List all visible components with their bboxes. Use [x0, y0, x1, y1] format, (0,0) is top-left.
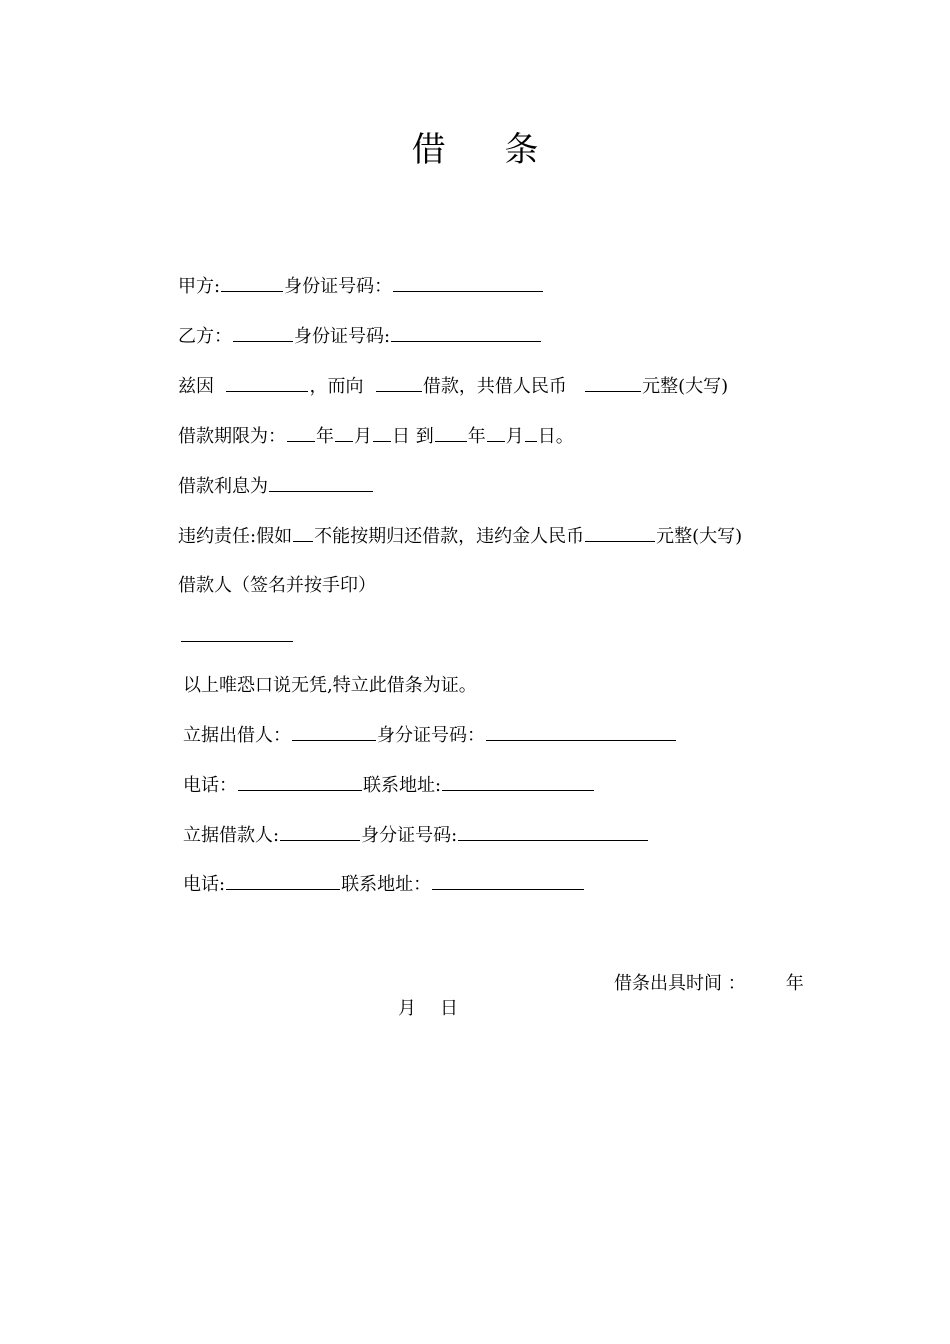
- issue-month-label: 月: [398, 998, 416, 1019]
- term-day2-label: 日。: [537, 426, 574, 447]
- party-b-label: 乙方：: [178, 326, 232, 347]
- issue-date-line: [398, 996, 458, 1022]
- term-year2-blank[interactable]: [435, 423, 467, 442]
- lender-blank[interactable]: [376, 373, 422, 392]
- penalty-blank[interactable]: [585, 523, 655, 542]
- debtor-label: 立据借款人:: [183, 825, 280, 846]
- issue-year-label: 年: [785, 973, 804, 994]
- party-b-line: [178, 323, 542, 350]
- lender-address-label: 联系地址:: [363, 775, 442, 796]
- term-month2-blank[interactable]: [487, 423, 505, 442]
- borrower-signature-blank[interactable]: [181, 641, 293, 642]
- lender-name-blank[interactable]: [292, 722, 376, 741]
- party-a-id-blank[interactable]: [393, 273, 543, 292]
- term-prefix: 借款期限为：: [178, 426, 286, 447]
- term-day1-label: 日 到: [392, 426, 434, 447]
- amount-blank[interactable]: [585, 373, 641, 392]
- interest-blank[interactable]: [269, 473, 373, 492]
- interest-line: [178, 473, 374, 500]
- term-month1-blank[interactable]: [335, 423, 353, 442]
- term-year2-label: 年: [467, 426, 486, 447]
- breach-party-blank[interactable]: [293, 523, 313, 542]
- reason-blank[interactable]: [226, 373, 308, 392]
- debtor-id-blank[interactable]: [458, 822, 648, 841]
- document-title: 借 条: [411, 130, 563, 170]
- lender-line: [183, 722, 677, 749]
- term-year1-label: 年: [316, 426, 334, 447]
- party-b-id-label: 身份证号码:: [294, 326, 391, 347]
- term-day1-blank[interactable]: [373, 423, 391, 442]
- issue-day-label: 日: [440, 998, 458, 1019]
- issue-time-label: 借条出具时间 ：: [614, 973, 746, 994]
- term-month2-label: 月: [505, 426, 524, 447]
- reason-line: [178, 373, 728, 400]
- debtor-address-blank[interactable]: [432, 871, 584, 890]
- term-day2-blank[interactable]: [525, 423, 537, 442]
- reason-mid2: 借款，共借人民币: [422, 376, 567, 397]
- debtor-address-label: 联系地址：: [341, 874, 432, 895]
- borrower-sign-line: 借款人（签名并按手印）: [178, 575, 376, 596]
- lender-phone-label: 电话：: [183, 775, 237, 796]
- term-month1-label: 月: [354, 426, 372, 447]
- party-b-id-blank[interactable]: [391, 323, 541, 342]
- party-a-line: [178, 273, 544, 300]
- debtor-phone-blank[interactable]: [226, 871, 340, 890]
- term-line: [178, 423, 574, 450]
- issue-time-line: [614, 971, 804, 997]
- party-a-name-blank[interactable]: [221, 273, 283, 292]
- party-a-id-label: 身份证号码：: [284, 276, 393, 297]
- lender-address-blank[interactable]: [442, 772, 594, 791]
- term-year1-blank[interactable]: [287, 423, 315, 442]
- debtor-id-label: 身分证号码:: [361, 825, 458, 846]
- debtor-line: [183, 822, 649, 849]
- party-a-label: 甲方:: [178, 276, 221, 297]
- debtor-phone-line: [183, 871, 585, 898]
- lender-phone-line: [183, 772, 595, 799]
- debtor-phone-label: 电话:: [183, 874, 226, 895]
- lender-id-blank[interactable]: [486, 722, 676, 741]
- breach-line: [178, 523, 742, 550]
- statement-line: 以上唯恐口说无凭,特立此借条为证。: [183, 675, 477, 696]
- lender-label: 立据出借人：: [183, 725, 291, 746]
- breach-prefix: 违约责任:假如: [178, 526, 293, 547]
- lender-id-label: 身分证号码：: [377, 725, 485, 746]
- reason-suffix: 元整(大写): [642, 376, 729, 397]
- interest-label: 借款利息为: [178, 476, 268, 497]
- breach-suffix: 元整(大写): [656, 526, 743, 547]
- lender-phone-blank[interactable]: [238, 772, 362, 791]
- debtor-name-blank[interactable]: [280, 822, 360, 841]
- reason-prefix: 兹因: [178, 376, 214, 397]
- party-b-name-blank[interactable]: [233, 323, 293, 342]
- breach-mid: 不能按期归还借款，违约金人民币: [314, 526, 585, 547]
- reason-mid1: ，而向: [309, 376, 364, 397]
